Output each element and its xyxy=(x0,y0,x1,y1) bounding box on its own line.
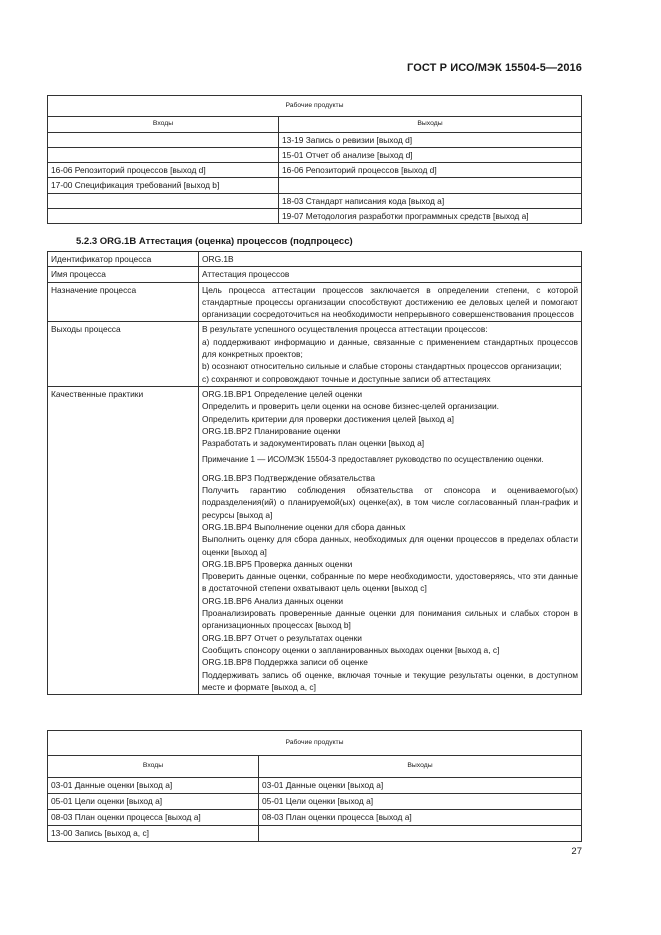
outputs-label: Выходы процесса xyxy=(48,322,199,386)
practice-line: Определить критерии для проверки достижения целей [выход a] xyxy=(202,413,454,424)
top-col-inputs: Входы xyxy=(48,117,279,132)
practice-line: ORG.1B.BP8 Поддержка записи об оценке xyxy=(202,657,368,668)
outputs-line: b) осознают относительно сильные и слабые стороны стандартных процессов организации; xyxy=(202,361,562,372)
practice-line: Поддерживать запись об оценке, включая точные и текущие результаты оценки, в доступном месте и формате [выход a, c] xyxy=(202,669,578,692)
table-cell xyxy=(48,209,279,224)
practice-note: Примечание 1 — ИСО/МЭК 15504-3 предоставляет руководство по осуществлению оценки. xyxy=(202,455,544,465)
top-work-products-table xyxy=(47,95,582,224)
top-table-title: Рабочие продукты xyxy=(48,96,582,117)
bottom-table-title: Рабочие продукты xyxy=(48,731,582,756)
practice-line: ORG.1B.BP1 Определение целей оценки xyxy=(202,388,363,399)
table-cell: 17-00 Спецификация требований [выход b] xyxy=(48,178,279,193)
practice-line: Разработать и задокументировать план оценки [выход a] xyxy=(202,438,425,449)
document-header: ГОСТ Р ИСО/МЭК 15504-5—2016 xyxy=(407,62,582,74)
table-cell: 03-01 Данные оценки [выход a] xyxy=(259,777,582,793)
top-col-outputs: Выходы xyxy=(279,117,582,132)
name-value: Аттестация процессов xyxy=(199,267,582,282)
table-cell: 18-03 Стандарт написания кода [выход a] xyxy=(279,193,582,208)
table-cell xyxy=(279,178,582,193)
purpose-value: Цель процесса аттестации процессов заключается в определении степени, с которой стандартные процессы организации способствуют достижению ее деловых целей и помогают организации сосредоточиться на необходимости непрерывного совершенствования процессов xyxy=(199,282,582,322)
outputs-line: В результате успешного осуществления процесса аттестации процессов: xyxy=(202,324,488,335)
table-cell: 08-03 План оценки процесса [выход a] xyxy=(259,809,582,825)
section-title: 5.2.3 ORG.1B Аттестация (оценка) процессов (подпроцесс) xyxy=(76,236,353,247)
table-cell xyxy=(259,825,582,841)
table-cell: 15-01 Отчет об анализе [выход d] xyxy=(279,147,582,162)
practices-value xyxy=(199,386,582,694)
practice-line: ORG.1B.BP3 Подтверждение обязательства xyxy=(202,472,375,483)
practice-line: Определить и проверить цели оценки на основе бизнес-целей организации. xyxy=(202,401,499,412)
table-cell: 19-07 Методология разработки программных средств [выход a] xyxy=(279,209,582,224)
practice-line: ORG.1B.BP7 Отчет о результатах оценки xyxy=(202,632,362,643)
table-cell: 05-01 Цели оценки [выход a] xyxy=(259,793,582,809)
table-cell xyxy=(48,147,279,162)
table-cell: 08-03 План оценки процесса [выход a] xyxy=(48,809,259,825)
table-cell: 16-06 Репозиторий процессов [выход d] xyxy=(48,163,279,178)
practice-line: Проверить данные оценки, собранные по мере необходимости, удостоверяясь, что эти данные в достаточной степени охватывают цель оценки [выход c] xyxy=(202,571,578,594)
purpose-label: Назначение процесса xyxy=(48,282,199,322)
bottom-work-products-table xyxy=(47,730,582,842)
table-cell: 03-01 Данные оценки [выход a] xyxy=(48,777,259,793)
table-cell: 05-01 Цели оценки [выход a] xyxy=(48,793,259,809)
table-cell: 13-00 Запись [выход a, c] xyxy=(48,825,259,841)
table-cell: 13-19 Запись о ревизии [выход d] xyxy=(279,132,582,147)
outputs-value xyxy=(199,322,582,386)
id-value: ORG.1B xyxy=(199,252,582,267)
process-description-table xyxy=(47,251,582,695)
table-cell xyxy=(48,132,279,147)
table-cell xyxy=(48,193,279,208)
practice-line: ORG.1B.BP5 Проверка данных оценки xyxy=(202,558,353,569)
practice-line: Сообщить спонсору оценки о запланированных выходах оценки [выход a, c] xyxy=(202,644,500,655)
practices-label: Качественные практики xyxy=(48,386,199,694)
practice-line: Проанализировать проверенные данные оценки для понимания сильных и слабых сторон в организационных процессах [выход b] xyxy=(202,608,578,631)
id-label: Идентификатор процесса xyxy=(48,252,199,267)
bottom-col-inputs: Входы xyxy=(48,756,259,777)
bottom-col-outputs: Выходы xyxy=(259,756,582,777)
outputs-line: a) поддерживают информацию и данные, связанные с применением стандартных процессов для конкретных проектов; xyxy=(202,336,578,360)
practice-line: ORG.1B.BP4 Выполнение оценки для сбора данных xyxy=(202,521,406,532)
outputs-line: c) сохраняют и сопровождают точные и доступные записи об аттестациях xyxy=(202,373,491,384)
name-label: Имя процесса xyxy=(48,267,199,282)
practice-line: Выполнить оценку для сбора данных, необходимых для оценки процессов в пределах области оценки [выход a] xyxy=(202,534,578,557)
practice-line: Получить гарантию соблюдения обязательства от спонсора и оцениваемого(ых) подразделения(ий) о планируемой(ых) оценке(ах), в том числе согласованный план-график и ресурсы [выход a] xyxy=(202,485,578,520)
practice-line: ORG.1B.BP2 Планирование оценки xyxy=(202,425,341,436)
practice-line: ORG.1B.BP6 Анализ данных оценки xyxy=(202,595,344,606)
table-cell: 16-06 Репозиторий процессов [выход d] xyxy=(279,163,582,178)
page-number: 27 xyxy=(571,846,582,857)
